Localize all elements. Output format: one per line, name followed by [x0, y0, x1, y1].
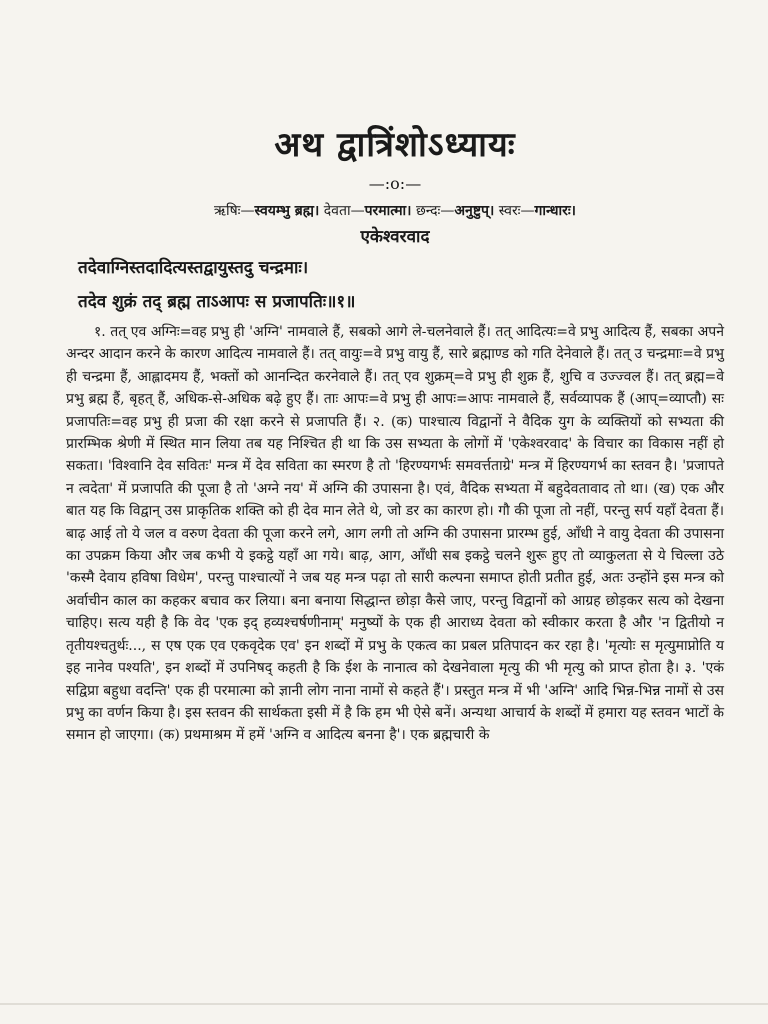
mantra-metadata	[66, 201, 724, 220]
chapter-title: अथ द्वात्रिंशोऽध्यायः	[274, 125, 516, 165]
rishi-label: ऋषिः—	[214, 203, 255, 219]
commentary-paragraph: १. तत् एव अग्निः=वह प्रभु ही 'अग्नि' नामवाले हैं, सबको आगे ले-चलनेवाले हैं। तत् आदित्यः=वे प्रभु आदित्य हैं, सबका अपने अन्दर आदान करने के कारण आदित्य नामवाले हैं। तत् वायुः=वे प्रभु वायु हैं, सारे ब्रह्माण्ड को गति देनेवाले हैं। तत् उ चन्द्रमाः=वे प्रभु ही चन्द्रमा हैं, आह्लादमय हैं, भक्तों को आनन्दित करनेवाले हैं। तत् एव शुक्रम्=वे प्रभु ही शुक्र हैं, शुचि व उज्ज्वल हैं। तत् ब्रह्म=वे प्रभु ब्रह्म हैं, बृहत् हैं, अधिक-से-अधिक बढ़े हुए हैं। ताः आपः=वे प्रभु ही आपः=आपः नामवाले हैं, सर्वव्यापक हैं (आप्=व्याप्तौ) सः प्रजापतिः=वह प्रभु ही प्रजा की रक्षा करने से प्रजापति हैं। २. (क) पाश्चात्य विद्वानों ने वैदिक युग के व्यक्तियों को सभ्यता की प्रारम्भिक श्रेणी में स्थित मान लिया तब यह निश्चित ही था कि उस सभ्यता के लोगों में 'एकेश्वरवाद' के विचार का विकास नहीं हो सकता। 'विश्वानि देव सवितः' मन्त्र में देव सविता का स्मरण है तो 'हिरण्यगर्भः समवर्त्तताग्रे' मन्त्र में हिरण्यगर्भ का स्तवन है। 'प्रजापते न त्वदेता' में प्रजापति की पूजा है तो 'अग्ने नय' में अग्नि की उपासना है। एवं, वैदिक सभ्यता में बहुदेवतावाद तो था। (ख) एक और बात यह कि विद्वान् उस प्राकृतिक शक्ति को ही देव मान लेते थे, जो डर का कारण हो। गौ की पूजा तो नहीं, परन्तु सर्प यहाँ देवता हैं। बाढ़ आई तो ये जल व वरुण देवता की पूजा करने लगे, आग लगी तो अग्नि की उपासना प्रारम्भ हुई, आँधी ने वायु देवता की उपासना का उपक्रम किया और जब कभी ये इकट्ठे यहाँ आ गये। बाढ़, आग, आँधी सब इकट्ठे चलने शुरू हुए तो व्याकुलता से ये चिल्ला उठे 'कस्मै देवाय हविषा विधेम', परन्तु पाश्चात्यों ने जब यह मन्त्र पढ़ा तो सारी कल्पना समाप्त होती प्रतीत हुई, अतः उन्होंने इस मन्त्र को अर्वाचीन काल का कहकर बचाव कर लिया। बना बनाया सिद्धान्त छोड़ा कैसे जाए, परन्तु विद्वानों को आग्रह छोड़कर सत्य को देखना चाहिए। सत्य यही है कि वेद 'एक इद् हव्यश्चर्षणीनाम्' मनुष्यों के एक ही आराध्य देवता को स्वीकार करता है और 'न द्वितीयो न तृतीयश्चतुर्थः..., स एष एक एव एकवृदेक एव' इन शब्दों में प्रभु के एकत्व का प्रबल प्रतिपादन कर रहा है। 'मृत्योः स मृत्युमाप्नोति य इह नानेव पश्यति', इन शब्दों में उपनिषद् कहती है कि ईश के नानात्व को देखनेवाला मृत्यु की भी मृत्यु को प्राप्त होता है। ३. 'एकं सद्विप्रा बहुधा वदन्ति' एक ही परमात्मा को ज्ञानी लोग नाना नामों से कहते हैं'। प्रस्तुत मन्त्र में भी 'अग्नि' आदि भिन्न-भिन्न नामों से उस प्रभु का वर्णन किया है। इस स्तवन की सार्थकता इसी में है कि हम भी ऐसे बनें। अन्यथा आचार्य के शब्दों में हमारा यह स्तवन भाटों के समान हो जाएगा। (क) प्रथमाश्रम में हमें 'अग्नि व आदित्य बनना है'। एक ब्रह्मचारी के	[66, 324, 724, 744]
page-bottom-edge	[0, 1003, 768, 1005]
swara-value: गान्धारः।	[534, 203, 576, 219]
document-page	[66, 120, 724, 747]
devata-label: देवता—	[319, 203, 365, 219]
rishi-value: स्वयम्भु ब्रह्म।	[254, 203, 320, 219]
chhanda-value: अनुष्टुप्।	[454, 203, 495, 219]
mantra-line-1: तदेवाग्निस्तदादित्यस्तद्वायुस्तदु चन्द्रमाः।	[78, 258, 309, 278]
section-title: एकेश्वरवाद	[360, 227, 430, 247]
devata-value: परमात्मा।	[364, 203, 412, 219]
mantra-line-2: तदेव शुक्रं तद् ब्रह्म ताऽआपः स प्रजापतिः॥१॥	[78, 292, 356, 312]
title-divider: —:o:—	[368, 174, 422, 193]
chhanda-label: छन्दः—	[411, 203, 455, 219]
swara-label: स्वरः—	[494, 203, 535, 219]
